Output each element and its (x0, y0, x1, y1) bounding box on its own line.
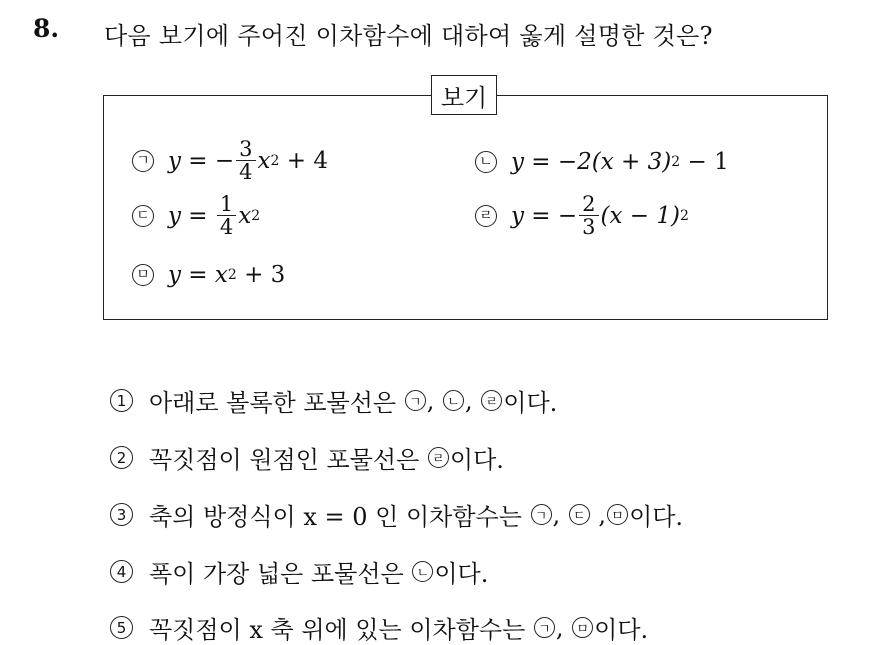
option-number: 5 (110, 616, 133, 639)
circled-mark: ㄹ (428, 447, 449, 468)
equation-lhs: y = − (511, 202, 578, 229)
equation-lhs: y = x (168, 262, 228, 288)
answer-option-4[interactable] (110, 554, 488, 589)
option-text: 축의 방정식이 x = 0 인 이차함수는 ㄱ , ㄷ , ㅁ 이다. (149, 500, 684, 531)
circled-mark: ㄷ (569, 504, 590, 525)
circled-mark: ㅁ (572, 617, 593, 638)
option-text: 꼭짓점이 x 축 위에 있는 이차함수는 ㄱ , ㅁ 이다. (149, 613, 649, 644)
equation-rhs: x (238, 202, 252, 229)
circled-mark: ㄱ (534, 617, 555, 638)
exponent: 2 (251, 207, 261, 224)
fraction: $\frac{2}{3}$ (579, 193, 598, 238)
option-text: 폭이 가장 넓은 포물선은 ㄴ 이다. (149, 560, 489, 588)
option-text: 아래로 볼록한 포물선은 ㄱ , ㄴ , ㄹ 이다. (149, 386, 558, 417)
circled-mark: ㄹ (481, 390, 502, 411)
fraction: $\frac{1}{4}$ (217, 193, 236, 238)
equation-lhs: y = − (168, 147, 235, 174)
exponent: 2 (671, 154, 681, 170)
circled-mark: ㄷ (132, 205, 154, 227)
example-item-c (132, 193, 260, 238)
equation-tail: + 4 (279, 147, 328, 174)
option-number: 2 (110, 446, 133, 469)
circled-mark: ㅁ (132, 264, 154, 286)
answer-option-5[interactable] (110, 610, 648, 645)
circled-mark: ㄴ (475, 151, 497, 173)
answer-option-1[interactable] (110, 383, 557, 418)
question-text: 다음 보기에 주어진 이차함수에 대하여 옳게 설명한 것은? (104, 22, 713, 50)
circled-mark: ㄹ (475, 205, 497, 227)
answer-option-2[interactable] (110, 440, 504, 475)
circled-mark: ㄱ (531, 504, 552, 525)
equation-lhs: y = (168, 202, 215, 229)
example-item-a (132, 138, 328, 183)
equation-lhs: y = −2(x + 3) (511, 149, 672, 175)
circled-mark: ㄴ (443, 390, 464, 411)
option-number: 4 (110, 560, 133, 583)
equation-tail: − 1 (680, 149, 729, 175)
option-text: 꼭짓점이 원점인 포물선은 ㄹ 이다. (149, 446, 504, 474)
question-number: 8. (33, 14, 60, 43)
circled-mark: ㄱ (132, 150, 154, 172)
circled-mark: ㄴ (412, 561, 433, 582)
exponent: 2 (680, 207, 689, 224)
equation-rhs: (x − 1) (600, 202, 680, 229)
option-number: 1 (110, 389, 133, 412)
circled-mark: ㅁ (607, 504, 628, 525)
circled-mark: ㄱ (405, 390, 426, 411)
example-item-e (132, 262, 285, 288)
exponent: 2 (270, 152, 280, 169)
equation-tail: + 3 (236, 262, 286, 288)
equation-rhs: x (257, 147, 271, 174)
example-box-label: 보기 (431, 75, 497, 115)
option-number: 3 (110, 503, 133, 526)
example-item-d (475, 193, 689, 238)
fraction: $\frac{3}{4}$ (236, 138, 255, 183)
example-item-b (475, 149, 729, 175)
answer-option-3[interactable] (110, 497, 683, 532)
exponent: 2 (227, 267, 237, 283)
